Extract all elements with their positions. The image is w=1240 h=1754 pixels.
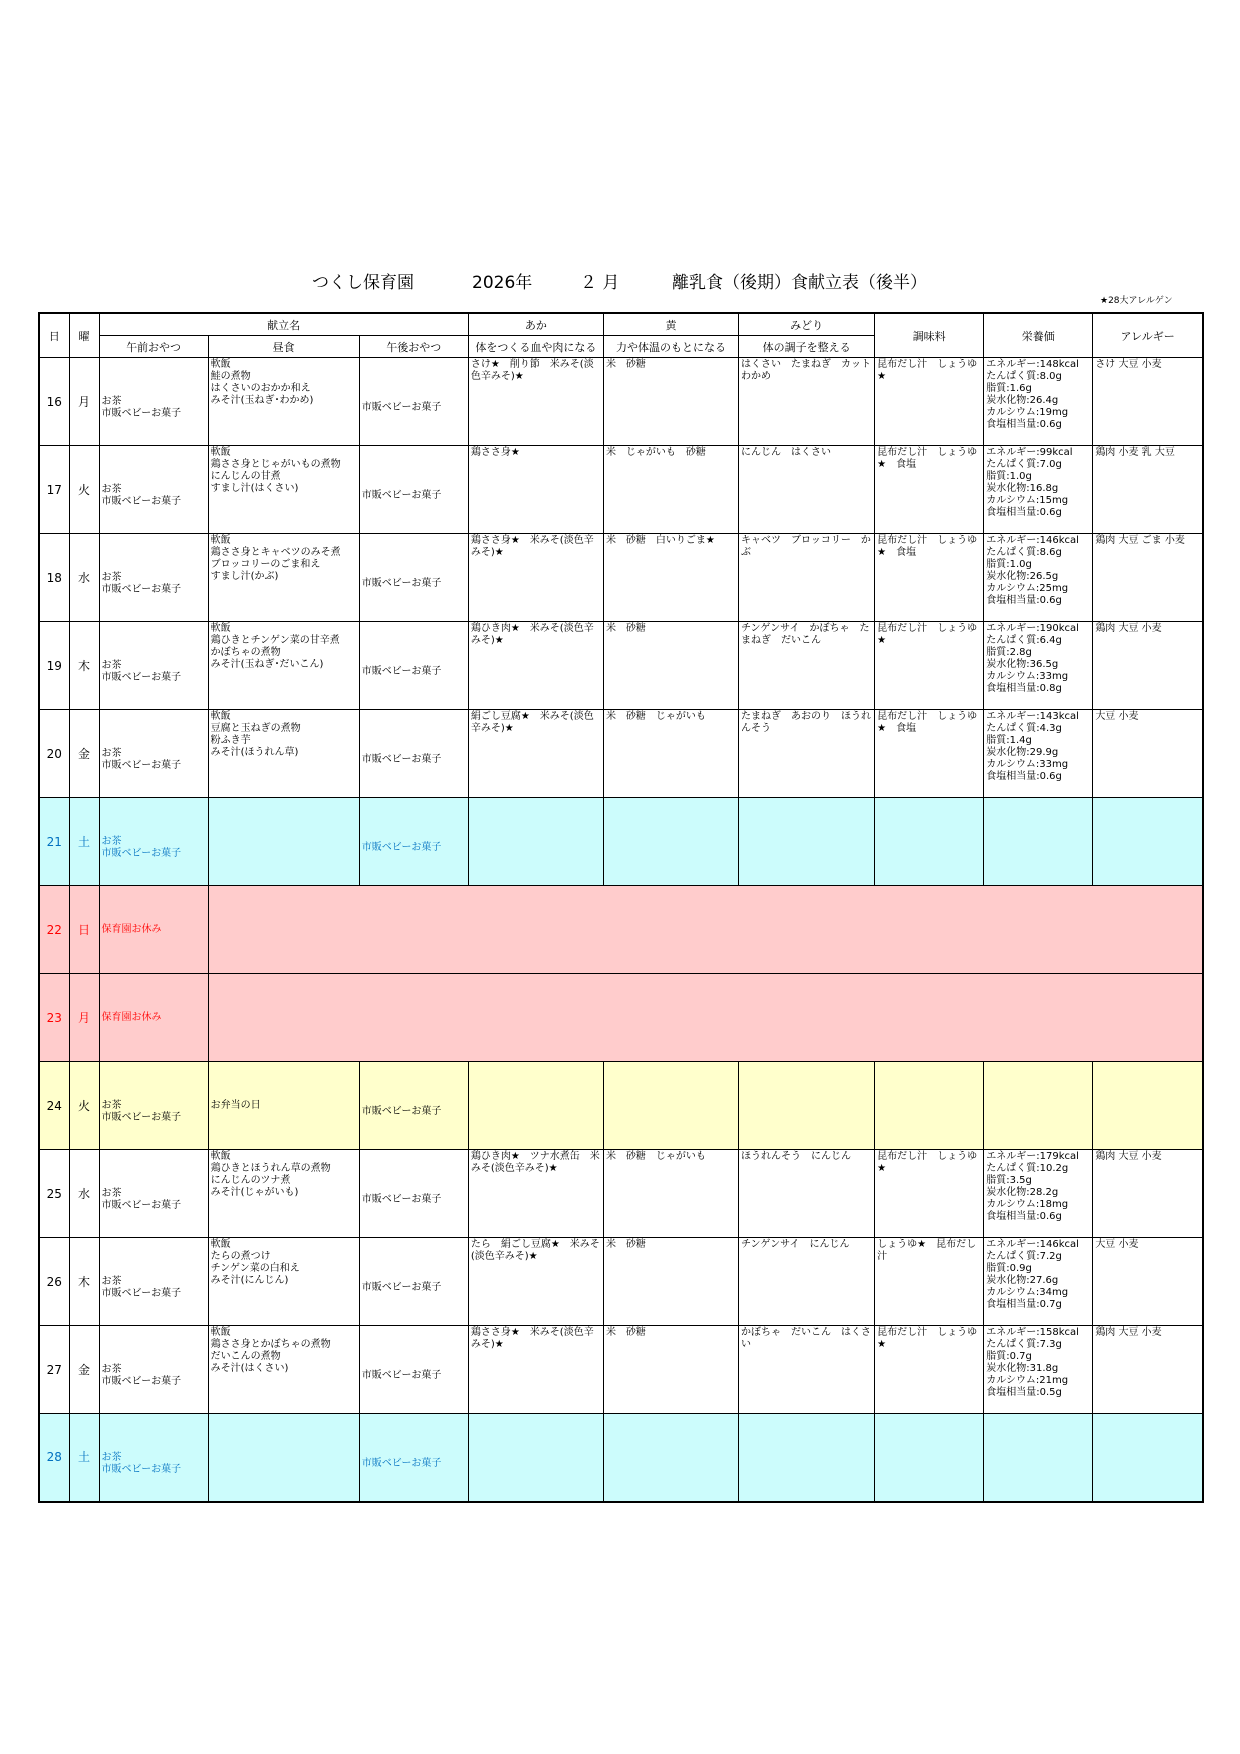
am-snack-line: お茶 xyxy=(101,572,122,583)
nutrition-cell xyxy=(984,1326,1093,1414)
nutrition-cell xyxy=(984,622,1093,710)
nutrition-line: たんぱく質:4.3g xyxy=(986,723,1062,734)
facility-name: つくし保育園 xyxy=(312,273,414,293)
nutrition-line: カルシウム:33mg xyxy=(986,759,1069,770)
green-food-cell: はくさい たまねぎ カットわかめ xyxy=(739,358,875,446)
header-dow: 曜 xyxy=(69,313,99,358)
lunch-line: ブロッコリーのごま和え xyxy=(210,559,321,570)
nutrition-line: たんぱく質:8.6g xyxy=(986,547,1062,558)
lunch-cell xyxy=(208,710,359,798)
am-snack-line: 市販ベビーお菓子 xyxy=(101,760,182,771)
yellow-food-cell: 米 砂糖 xyxy=(603,622,738,710)
allergy-cell: 鶏肉 小麦 乳 大豆 xyxy=(1093,446,1203,534)
closed-fill xyxy=(208,886,1203,974)
am-snack-line: 市販ベビーお菓子 xyxy=(101,496,182,507)
nutrition-line: カルシウム:25mg xyxy=(986,583,1069,594)
year-label: 2026年 xyxy=(472,273,533,293)
lunch-line: 軟飯 xyxy=(210,711,231,722)
lunch-line: 豆腐と玉ねぎの煮物 xyxy=(210,723,301,734)
am-snack-line: 市販ベビーお菓子 xyxy=(101,672,182,683)
lunch-line: 粉ふき芋 xyxy=(210,735,251,746)
header-green: みどり xyxy=(739,313,875,336)
header-lunch: 昼食 xyxy=(208,336,359,358)
green-food-cell xyxy=(739,1414,875,1502)
header-day: 日 xyxy=(39,313,69,358)
yellow-food-cell: 米 砂糖 じゃがいも xyxy=(603,1150,738,1238)
nutrition-line: たんぱく質:7.3g xyxy=(986,1339,1062,1350)
lunch-cell xyxy=(208,446,359,534)
am-snack-cell xyxy=(99,446,208,534)
weekday-cell: 日 xyxy=(69,886,99,974)
nutrition-line: 食塩相当量:0.6g xyxy=(986,771,1062,782)
lunch-cell xyxy=(208,622,359,710)
pm-snack-cell: 市販ベビーお菓子 xyxy=(359,1238,468,1326)
am-snack-line: 市販ベビーお菓子 xyxy=(101,1112,182,1123)
allergy-cell: 鶏肉 大豆 小麦 xyxy=(1093,1326,1203,1414)
table-row xyxy=(39,1414,1203,1502)
nutrition-line: エネルギー:146kcal xyxy=(986,1239,1079,1250)
menu-body xyxy=(39,358,1203,1502)
seasoning-cell xyxy=(875,1062,984,1150)
am-snack-line: 市販ベビーお菓子 xyxy=(101,1463,182,1475)
am-snack-cell xyxy=(99,622,208,710)
pm-snack-cell: 市販ベビーお菓子 xyxy=(359,710,468,798)
red-food-cell xyxy=(468,1062,603,1150)
nutrition-line: 食塩相当量:0.5g xyxy=(986,1387,1062,1398)
red-food-cell: 鶏ささ身★ 米みそ(淡色辛みそ)★ xyxy=(468,534,603,622)
pm-snack-cell: 市販ベビーお菓子 xyxy=(359,622,468,710)
day-cell: 27 xyxy=(39,1326,69,1414)
am-snack-cell xyxy=(99,534,208,622)
lunch-line: みそ汁(玉ねぎ･わかめ) xyxy=(210,395,314,406)
nutrition-cell xyxy=(984,358,1093,446)
green-food-cell: にんじん はくさい xyxy=(739,446,875,534)
weekday-cell: 火 xyxy=(69,1062,99,1150)
nutrition-line: 脂質:1.0g xyxy=(986,559,1032,570)
am-snack-line: 市販ベビーお菓子 xyxy=(101,1288,182,1299)
am-snack-line: お茶 xyxy=(101,1188,122,1199)
lunch-line: みそ汁(ほうれん草) xyxy=(210,747,299,758)
lunch-line: 軟飯 xyxy=(210,1327,231,1338)
header-green-desc: 体の調子を整える xyxy=(739,336,875,358)
nutrition-cell xyxy=(984,1062,1093,1150)
lunch-line: にんじんのツナ煮 xyxy=(210,1175,291,1186)
nutrition-line: 食塩相当量:0.8g xyxy=(986,683,1062,694)
day-cell: 24 xyxy=(39,1062,69,1150)
nutrition-line: たんぱく質:8.0g xyxy=(986,371,1062,382)
nutrition-cell xyxy=(984,1150,1093,1238)
nutrition-line: 炭水化物:26.5g xyxy=(986,571,1059,582)
lunch-cell xyxy=(208,1062,359,1150)
nutrition-line: たんぱく質:10.2g xyxy=(986,1163,1069,1174)
nutrition-line: 脂質:2.8g xyxy=(986,647,1032,658)
am-snack-line: お茶 xyxy=(101,1451,122,1463)
day-cell: 22 xyxy=(39,886,69,974)
table-row xyxy=(39,1150,1203,1238)
day-cell: 26 xyxy=(39,1238,69,1326)
document-title xyxy=(300,268,960,292)
lunch-line: 軟飯 xyxy=(210,447,231,458)
am-snack-cell xyxy=(99,1238,208,1326)
seasoning-cell: しょうゆ★ 昆布だし汁 xyxy=(875,1238,984,1326)
allergy-cell: 大豆 小麦 xyxy=(1093,710,1203,798)
pm-snack-cell: 市販ベビーお菓子 xyxy=(359,798,468,886)
am-snack-line: 市販ベビーお菓子 xyxy=(101,408,182,419)
yellow-food-cell: 米 砂糖 xyxy=(603,1326,738,1414)
lunch-line: みそ汁(玉ねぎ･だいこん) xyxy=(210,659,324,670)
nutrition-line: 食塩相当量:0.7g xyxy=(986,1299,1062,1310)
seasoning-cell: 昆布だし汁 しょうゆ★ xyxy=(875,1150,984,1238)
weekday-cell: 水 xyxy=(69,1150,99,1238)
lunch-line: 軟飯 xyxy=(210,535,231,546)
nutrition-line: 脂質:1.4g xyxy=(986,735,1032,746)
weekday-cell: 火 xyxy=(69,446,99,534)
lunch-line: 鮭の煮物 xyxy=(210,371,251,382)
nutrition-line: 脂質:0.9g xyxy=(986,1263,1032,1274)
lunch-line: 軟飯 xyxy=(210,1239,231,1250)
yellow-food-cell: 米 砂糖 じゃがいも xyxy=(603,710,738,798)
pm-snack-cell: 市販ベビーお菓子 xyxy=(359,1150,468,1238)
nutrition-line: カルシウム:18mg xyxy=(986,1199,1069,1210)
lunch-cell xyxy=(208,1238,359,1326)
lunch-cell xyxy=(208,358,359,446)
lunch-line: 鶏ささ身とじゃがいもの煮物 xyxy=(210,459,341,470)
nutrition-line: 炭水化物:16.8g xyxy=(986,483,1059,494)
am-snack-line: 市販ベビーお菓子 xyxy=(101,1376,182,1387)
header-red-desc: 体をつくる血や肉になる xyxy=(468,336,603,358)
menu-title: 離乳食（後期）食献立表（後半） xyxy=(672,273,927,293)
allergy-cell: 大豆 小麦 xyxy=(1093,1238,1203,1326)
closed-notice: 保育園お休み xyxy=(99,886,208,974)
nutrition-cell xyxy=(984,710,1093,798)
weekday-cell: 土 xyxy=(69,1414,99,1502)
am-snack-line: 市販ベビーお菓子 xyxy=(101,848,182,859)
table-row xyxy=(39,1326,1203,1414)
lunch-line: チンゲン菜の白和え xyxy=(210,1263,300,1274)
am-snack-line: お茶 xyxy=(101,1364,122,1375)
red-food-cell: 鶏ささ身★ 米みそ(淡色辛みそ)★ xyxy=(468,1326,603,1414)
seasoning-cell xyxy=(875,798,984,886)
nutrition-line: エネルギー:190kcal xyxy=(986,623,1079,634)
nutrition-line: 食塩相当量:0.6g xyxy=(986,507,1062,518)
nutrition-cell xyxy=(984,798,1093,886)
table-row xyxy=(39,534,1203,622)
table-row xyxy=(39,974,1203,1062)
red-food-cell: さけ★ 削り節 米みそ(淡色辛みそ)★ xyxy=(468,358,603,446)
am-snack-cell xyxy=(99,1414,208,1502)
lunch-line: みそ汁(はくさい) xyxy=(210,1363,289,1374)
seasoning-cell: 昆布だし汁 しょうゆ★ 食塩 xyxy=(875,534,984,622)
lunch-line: 軟飯 xyxy=(210,1151,231,1162)
allergy-cell xyxy=(1093,1414,1203,1502)
nutrition-line: カルシウム:33mg xyxy=(986,671,1069,682)
weekday-cell: 土 xyxy=(69,798,99,886)
nutrition-line: 脂質:1.6g xyxy=(986,383,1032,394)
pm-snack-cell: 市販ベビーお菓子 xyxy=(359,534,468,622)
lunch-line: だいこんの煮物 xyxy=(210,1351,281,1362)
red-food-cell: 絹ごし豆腐★ 米みそ(淡色辛みそ)★ xyxy=(468,710,603,798)
table-row xyxy=(39,622,1203,710)
header-pm-snack: 午後おやつ xyxy=(359,336,468,358)
weekday-cell: 金 xyxy=(69,710,99,798)
allergy-cell: 鶏肉 大豆 小麦 xyxy=(1093,622,1203,710)
nutrition-line: 炭水化物:29.9g xyxy=(986,747,1059,758)
red-food-cell: 鶏ひき肉★ 米みそ(淡色辛みそ)★ xyxy=(468,622,603,710)
seasoning-cell: 昆布だし汁 しょうゆ★ xyxy=(875,1326,984,1414)
day-cell: 17 xyxy=(39,446,69,534)
green-food-cell: かぼちゃ だいこん はくさい xyxy=(739,1326,875,1414)
nutrition-cell xyxy=(984,446,1093,534)
nutrition-line: カルシウム:15mg xyxy=(986,495,1069,506)
am-snack-line: お茶 xyxy=(101,748,122,759)
lunch-line: たらの煮つけ xyxy=(210,1251,271,1262)
red-food-cell xyxy=(468,1414,603,1502)
green-food-cell: チンゲンサイ かぼちゃ たまねぎ だいこん xyxy=(739,622,875,710)
pm-snack-cell: 市販ベビーお菓子 xyxy=(359,1414,468,1502)
red-food-cell xyxy=(468,798,603,886)
am-snack-cell xyxy=(99,710,208,798)
weekday-cell: 月 xyxy=(69,358,99,446)
lunch-line: 軟飯 xyxy=(210,623,231,634)
nutrition-line: 食塩相当量:0.6g xyxy=(986,1211,1062,1222)
allergy-cell xyxy=(1093,1062,1203,1150)
lunch-cell xyxy=(208,1326,359,1414)
nutrition-line: たんぱく質:7.2g xyxy=(986,1251,1062,1262)
yellow-food-cell: 米 じゃがいも 砂糖 xyxy=(603,446,738,534)
weekday-cell: 月 xyxy=(69,974,99,1062)
table-row xyxy=(39,446,1203,534)
nutrition-line: たんぱく質:6.4g xyxy=(986,635,1062,646)
am-snack-line: お茶 xyxy=(101,484,122,495)
lunch-line: 鶏ひきとほうれん草の煮物 xyxy=(210,1163,331,1174)
am-snack-line: お茶 xyxy=(101,1276,122,1287)
header-red: あか xyxy=(468,313,603,336)
menu-table xyxy=(38,312,1204,1503)
nutrition-line: エネルギー:158kcal xyxy=(986,1327,1079,1338)
day-cell: 23 xyxy=(39,974,69,1062)
table-row xyxy=(39,710,1203,798)
nutrition-line: エネルギー:143kcal xyxy=(986,711,1079,722)
nutrition-line: 脂質:0.7g xyxy=(986,1351,1032,1362)
nutrition-line: 食塩相当量:0.6g xyxy=(986,595,1062,606)
lunch-line: みそ汁(じゃがいも) xyxy=(210,1187,299,1198)
pm-snack-cell: 市販ベビーお菓子 xyxy=(359,1326,468,1414)
nutrition-cell xyxy=(984,1414,1093,1502)
lunch-line: 鶏ささ身とキャベツのみそ煮 xyxy=(210,547,341,558)
yellow-food-cell xyxy=(603,1414,738,1502)
day-cell: 18 xyxy=(39,534,69,622)
table-row xyxy=(39,1062,1203,1150)
am-snack-line: お茶 xyxy=(101,836,122,847)
closed-notice: 保育園お休み xyxy=(99,974,208,1062)
nutrition-line: 炭水化物:36.5g xyxy=(986,659,1059,670)
weekday-cell: 木 xyxy=(69,622,99,710)
nutrition-cell xyxy=(984,534,1093,622)
am-snack-cell xyxy=(99,798,208,886)
day-cell: 16 xyxy=(39,358,69,446)
header-yellow-desc: 力や体温のもとになる xyxy=(603,336,738,358)
am-snack-cell xyxy=(99,1326,208,1414)
nutrition-line: カルシウム:19mg xyxy=(986,407,1069,418)
pm-snack-cell: 市販ベビーお菓子 xyxy=(359,358,468,446)
closed-fill xyxy=(208,974,1203,1062)
table-row xyxy=(39,358,1203,446)
lunch-cell xyxy=(208,534,359,622)
lunch-line: みそ汁(にんじん) xyxy=(210,1275,289,1286)
table-row xyxy=(39,798,1203,886)
green-food-cell xyxy=(739,798,875,886)
day-cell: 25 xyxy=(39,1150,69,1238)
lunch-line: 鶏ささ身とかぼちゃの煮物 xyxy=(210,1339,331,1350)
am-snack-line: お茶 xyxy=(101,660,122,671)
header-menu-group: 献立名 xyxy=(99,313,468,336)
day-cell: 21 xyxy=(39,798,69,886)
yellow-food-cell: 米 砂糖 白いりごま★ xyxy=(603,534,738,622)
lunch-line: すまし汁(はくさい) xyxy=(210,483,299,494)
lunch-line: にんじんの甘煮 xyxy=(210,471,281,482)
lunch-line: すまし汁(かぶ) xyxy=(210,571,279,582)
seasoning-cell: 昆布だし汁 しょうゆ★ xyxy=(875,358,984,446)
seasoning-cell xyxy=(875,1414,984,1502)
red-food-cell: 鶏ささ身★ xyxy=(468,446,603,534)
am-snack-cell xyxy=(99,1062,208,1150)
nutrition-line: 炭水化物:26.4g xyxy=(986,395,1059,406)
header-yellow: 黄 xyxy=(603,313,738,336)
green-food-cell: チンゲンサイ にんじん xyxy=(739,1238,875,1326)
nutrition-line: エネルギー:99kcal xyxy=(986,447,1073,458)
nutrition-line: 炭水化物:31.8g xyxy=(986,1363,1059,1374)
nutrition-line: 炭水化物:28.2g xyxy=(986,1187,1059,1198)
nutrition-line: たんぱく質:7.0g xyxy=(986,459,1062,470)
green-food-cell: キャベツ ブロッコリー かぶ xyxy=(739,534,875,622)
lunch-line: 鶏ひきとチンゲン菜の甘辛煮 xyxy=(210,635,340,646)
weekday-cell: 水 xyxy=(69,534,99,622)
nutrition-line: エネルギー:148kcal xyxy=(986,359,1079,370)
am-snack-line: お茶 xyxy=(101,396,122,407)
green-food-cell: たまねぎ あおのり ほうれんそう xyxy=(739,710,875,798)
green-food-cell: ほうれんそう にんじん xyxy=(739,1150,875,1238)
yellow-food-cell xyxy=(603,1062,738,1150)
lunch-cell xyxy=(208,798,359,886)
allergy-cell: さけ 大豆 小麦 xyxy=(1093,358,1203,446)
seasoning-cell: 昆布だし汁 しょうゆ★ xyxy=(875,622,984,710)
lunch-cell xyxy=(208,1150,359,1238)
pm-snack-cell: 市販ベビーお菓子 xyxy=(359,1062,468,1150)
seasoning-cell: 昆布だし汁 しょうゆ★ 食塩 xyxy=(875,710,984,798)
header-am-snack: 午前おやつ xyxy=(99,336,208,358)
am-snack-line: お茶 xyxy=(101,1100,122,1111)
nutrition-line: カルシウム:34mg xyxy=(986,1287,1069,1298)
weekday-cell: 金 xyxy=(69,1326,99,1414)
seasoning-cell: 昆布だし汁 しょうゆ★ 食塩 xyxy=(875,446,984,534)
day-cell: 19 xyxy=(39,622,69,710)
green-food-cell xyxy=(739,1062,875,1150)
red-food-cell: たら 絹ごし豆腐★ 米みそ(淡色辛みそ)★ xyxy=(468,1238,603,1326)
am-snack-cell xyxy=(99,1150,208,1238)
allergy-cell: 鶏肉 大豆 小麦 xyxy=(1093,1150,1203,1238)
nutrition-line: エネルギー:146kcal xyxy=(986,535,1079,546)
red-food-cell: 鶏ひき肉★ ツナ水煮缶 米みそ(淡色辛みそ)★ xyxy=(468,1150,603,1238)
nutrition-line: 炭水化物:27.6g xyxy=(986,1275,1059,1286)
header-allergy: アレルギー xyxy=(1093,313,1203,358)
yellow-food-cell: 米 砂糖 xyxy=(603,1238,738,1326)
header-seasoning: 調味料 xyxy=(875,313,984,358)
lunch-line: お弁当の日 xyxy=(210,1099,261,1111)
yellow-food-cell xyxy=(603,798,738,886)
nutrition-line: 食塩相当量:0.6g xyxy=(986,419,1062,430)
lunch-line: はくさいのおかか和え xyxy=(210,383,311,394)
nutrition-line: エネルギー:179kcal xyxy=(986,1151,1079,1162)
weekday-cell: 木 xyxy=(69,1238,99,1326)
allergy-cell xyxy=(1093,798,1203,886)
header-nutrition: 栄養価 xyxy=(984,313,1093,358)
lunch-line: かぼちゃの煮物 xyxy=(210,647,281,658)
lunch-cell xyxy=(208,1414,359,1502)
nutrition-line: 脂質:3.5g xyxy=(986,1175,1032,1186)
nutrition-cell xyxy=(984,1238,1093,1326)
day-cell: 28 xyxy=(39,1414,69,1502)
am-snack-line: 市販ベビーお菓子 xyxy=(101,584,182,595)
am-snack-line: 市販ベビーお菓子 xyxy=(101,1200,182,1211)
allergy-cell: 鶏肉 大豆 ごま 小麦 xyxy=(1093,534,1203,622)
am-snack-cell xyxy=(99,358,208,446)
month-label: ２ 月 xyxy=(580,273,620,293)
nutrition-line: カルシウム:21mg xyxy=(986,1375,1069,1386)
lunch-line: 軟飯 xyxy=(210,359,231,370)
nutrition-line: 脂質:1.0g xyxy=(986,471,1032,482)
table-row xyxy=(39,886,1203,974)
allergen-note: ★28大アレルゲン xyxy=(1100,296,1173,306)
pm-snack-cell: 市販ベビーお菓子 xyxy=(359,446,468,534)
table-row xyxy=(39,1238,1203,1326)
yellow-food-cell: 米 砂糖 xyxy=(603,358,738,446)
day-cell: 20 xyxy=(39,710,69,798)
